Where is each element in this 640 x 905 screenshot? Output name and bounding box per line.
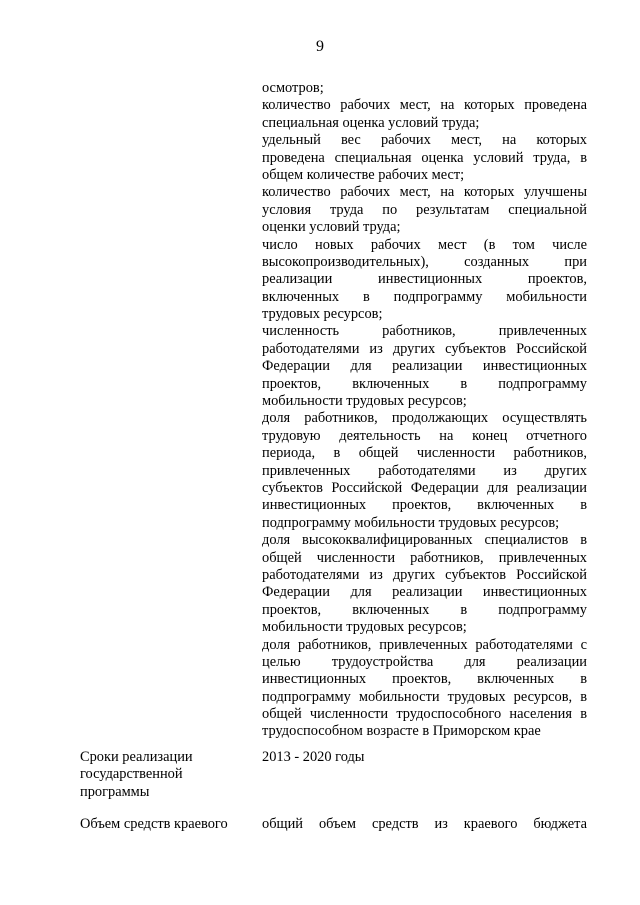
indicator-item (262, 97, 587, 132)
indicator-line: мобильности трудовых ресурсов; (262, 393, 467, 410)
indicator-line: высокопроизводительных), созданных при (262, 253, 587, 270)
indicator-line: общем количестве рабочих мест; (262, 166, 465, 183)
terms-label-line: программы (80, 783, 150, 800)
indicator-item (262, 237, 587, 324)
indicator-item (262, 410, 587, 532)
indicator-line: трудовых ресурсов; (262, 306, 383, 323)
indicator-item (262, 132, 587, 184)
indicator-line: оценки условий труда; (262, 219, 401, 236)
indicator-line: удельный вес рабочих мест, на которых (262, 132, 587, 149)
terms-label-line: государственной (80, 766, 183, 783)
indicator-line: целью трудоустройства для реализации (262, 653, 587, 670)
indicator-line: условия труда по результатам специальной (262, 201, 587, 218)
terms-label-line: Сроки реализации (80, 749, 193, 765)
indicator-line: доля высококвалифицированных специалистов в (262, 532, 587, 549)
indicator-line: инвестиционных проектов, включенных в (262, 671, 587, 688)
indicator-line: численность работников, привлеченных (262, 323, 587, 340)
indicator-line: проектов, включенных в подпрограмму (262, 601, 587, 618)
indicator-line: инвестиционных проектов, включенных в (262, 497, 587, 514)
funding-value-text: общий объем средств из краевого бюджета (262, 816, 587, 832)
indicator-line: работодателями из других субъектов Российской (262, 340, 587, 357)
indicator-line: Федерации для реализации инвестиционных (262, 584, 587, 601)
indicators-list (262, 80, 587, 741)
indicator-item (262, 532, 587, 636)
terms-value (262, 749, 587, 766)
funding-value (262, 816, 587, 833)
indicator-line: трудоспособном возрасте в Приморском крае (262, 723, 541, 740)
indicator-item (262, 323, 587, 410)
terms-label (80, 749, 250, 801)
indicator-line: осмотров; (262, 80, 324, 96)
indicator-line: работодателями из других субъектов Российской (262, 566, 587, 583)
indicator-line: доля работников, привлеченных работодателями с (262, 636, 587, 653)
indicator-line: специальная оценка условий труда; (262, 114, 480, 131)
indicator-line: периода, в общей численности работников, (262, 445, 587, 462)
funding-label-text: Объем средств краевого (80, 816, 228, 832)
indicator-line: проведена специальная оценка условий труда, в (262, 149, 587, 166)
indicator-item (262, 184, 587, 236)
indicator-line: включенных в подпрограмму мобильности (262, 288, 587, 305)
indicator-line: подпрограмму мобильности трудовых ресурсов; (262, 514, 560, 531)
indicator-line: общей численности трудоспособного населения в (262, 706, 587, 723)
indicator-line: доля работников, продолжающих осуществлять (262, 410, 587, 427)
page-number: 9 (316, 38, 324, 55)
indicator-line: субъектов Российской Федерации для реализации (262, 479, 587, 496)
indicator-line: привлеченных работодателями из других (262, 462, 587, 479)
funding-label (80, 816, 250, 833)
indicator-item (262, 80, 587, 97)
indicator-line: количество рабочих мест, на которых проведена (262, 97, 587, 114)
indicator-line: мобильности трудовых ресурсов; (262, 619, 467, 636)
indicator-line: Федерации для реализации инвестиционных (262, 358, 587, 375)
indicator-line: трудовую деятельность на конец отчетного (262, 427, 587, 444)
indicator-item (262, 637, 587, 741)
indicator-line: количество рабочих мест, на которых улучшены (262, 184, 587, 201)
indicator-line: число новых рабочих мест (в том числе (262, 236, 587, 253)
terms-value-text: 2013 - 2020 годы (262, 749, 365, 765)
indicator-line: подпрограмму мобильности трудовых ресурсов, в (262, 688, 587, 705)
indicator-line: проектов, включенных в подпрограмму (262, 375, 587, 392)
indicator-line: общей численности работников, привлеченных (262, 549, 587, 566)
indicator-line: реализации инвестиционных проектов, (262, 271, 587, 288)
